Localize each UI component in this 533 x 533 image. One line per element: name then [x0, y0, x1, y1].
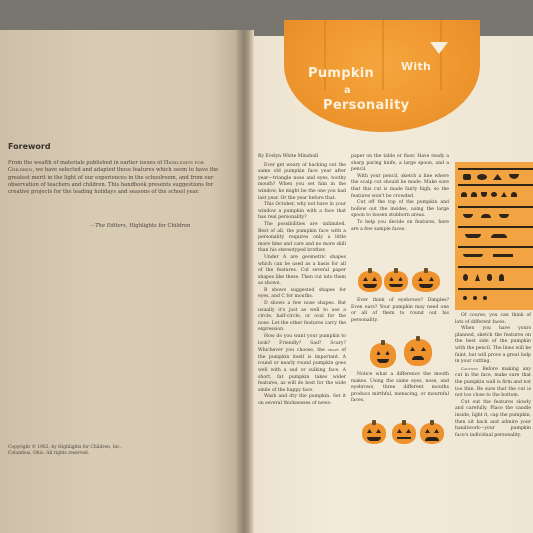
col1-paragraph: Wash and dry the pumpkin. Set it on several thicknesses of news- — [258, 394, 346, 406]
col1-paragraph: Under A are geometric shapes which can be used as a basis for all of the features. Cut several paper shapes like these. Then cut into them as shown. — [258, 254, 346, 287]
copyright-text-3: Columbus, Ohio. All rights reserved. — [8, 451, 90, 457]
col1-paragraph: The possibilities are unlimited. Best of all, the pumpkin face with a personality requires only a little more time and care and no more skill than his stereotyped brother. — [258, 221, 346, 254]
article-column-3 — [455, 313, 531, 439]
article-column-2c — [351, 372, 449, 405]
copyright-notice — [8, 445, 228, 457]
col1-text: of the pumpkin itself is important. A round or nearly round pumpkin goes well with a sad or sulking face. A short, fat pumpkin takes wider features, as will do best for the wide smile of the happy face. — [258, 348, 346, 393]
eyebrow-pumpkin-face — [370, 340, 396, 368]
foreword-brand: Highlights for Children — [8, 160, 204, 174]
col1-paragraph: Ever get weary of hacking out the same old pumpkin face year after year—triangle nose and eyes, toothy mouth? When you set him in the window, he might be the one you had last year. Or the year before that. — [258, 162, 346, 201]
left-page — [0, 30, 247, 533]
col2-paragraph: paper on the table or floor. Have ready a sharp paring knife, a large spoon, and a pencil. — [351, 154, 449, 173]
sample-pumpkin-face — [358, 268, 382, 292]
copyright-brand: Highlights for Children — [58, 445, 110, 450]
col2-paragraph: Notice what a difference the mouth makes. Using the same eyes, nose, and eyebrows, three different mouths produce mirthful, menacing, or mournful faces. — [351, 372, 449, 404]
feature-shapes-chart — [455, 162, 533, 310]
copyright-text-2: , Inc. — [109, 445, 122, 450]
col2-paragraph: With your pencil, sketch a line where the scalp cut should be made. Make sure that this cut is made fairly high, so the features won't be crowded. — [351, 173, 449, 199]
foreword-body — [8, 160, 230, 196]
col1-shape-word: shape — [327, 347, 339, 353]
author-byline: By Evelyn White Minshull — [258, 154, 319, 159]
foreword-text-2: , we have selected and adapted those features which seem to have the greatest merit in the light of our experiences in the schoolroom, and from our observation of teachers and children. This handbook presents suggestions for creative projects for the leading holidays and seasons of the school year. — [8, 167, 219, 196]
col1-paragraph: B shows suggested shapes for eyes, and C for mouths. — [258, 287, 346, 300]
mouth-variation-pumpkin-face — [362, 420, 386, 444]
article-column-2b — [351, 298, 449, 324]
eyebrow-pumpkin-face — [404, 336, 432, 366]
col1-paragraph: D shows a few nose shapes. But usually it's just as well to use a circle, half-circle, or oval for the nose. Let the other features carry the expression. — [258, 301, 346, 333]
title-with: With — [401, 60, 432, 73]
col2-paragraph: Cut off the top of the pumpkin and hollow out the insides, using the large spoon to loosen stubborn areas. — [351, 200, 449, 219]
col1-text: How do you want your pumpkin to look? Friendly? Sad? Scary? Whichever you choose, the — [258, 334, 346, 354]
book-gutter — [236, 30, 254, 533]
title-a: a — [344, 85, 352, 96]
copyright-text-1: Copyright © 1962, by — [8, 445, 59, 450]
col2-paragraph: Ever think of eyebrows? Dimples? Even ears? Your pumpkin may need one or all of them to round out his personality. — [351, 298, 449, 323]
col3-paragraph: Cut out the features slowly and carefully. Place the candle inside, light it, cap the pumpkin, then sit back and admire your handiwork—your pumpkin face's individual personality. — [455, 399, 531, 438]
col1-paragraph: This October, why not have in your window a pumpkin with a face that has real personality? — [258, 202, 346, 221]
signature-text: —The Editors, — [90, 223, 130, 229]
title-personality: Personality — [323, 98, 410, 113]
sample-pumpkin-face — [384, 268, 408, 292]
foreword-signature — [90, 223, 190, 229]
title-pumpkin: Pumpkin — [308, 66, 375, 81]
foreword-text-1: From the wealth of materials published in earlier issues of — [8, 160, 164, 166]
col3-paragraph — [455, 366, 531, 400]
col3-caution-word: Caution — [461, 365, 477, 371]
article-column-2 — [351, 154, 449, 233]
col3-paragraph: Of course, you can think of lots of different faces. — [455, 313, 531, 325]
mouth-variation-pumpkin-face — [392, 420, 416, 444]
col1-paragraph — [258, 334, 346, 394]
sample-pumpkin-face — [412, 268, 440, 292]
col3-paragraph: When you have yours planned, sketch the features on the best side of the pumpkin with the pencil. The lines will be faint, but will prove a great help in your cutting. — [455, 326, 531, 365]
col2-paragraph: To help you decide on features, here are a few sample faces. — [351, 219, 449, 232]
article-column-1 — [258, 154, 346, 408]
signature-brand: Highlights for Children — [129, 223, 191, 229]
mouth-variation-pumpkin-face — [420, 420, 444, 444]
col3-text: : Before making any cut in the face, make sure that the pumpkin wall is firm and not too thin. Be sure that the cut is not too close to the bottom. — [455, 366, 531, 399]
foreword-title: Foreword — [8, 142, 51, 151]
